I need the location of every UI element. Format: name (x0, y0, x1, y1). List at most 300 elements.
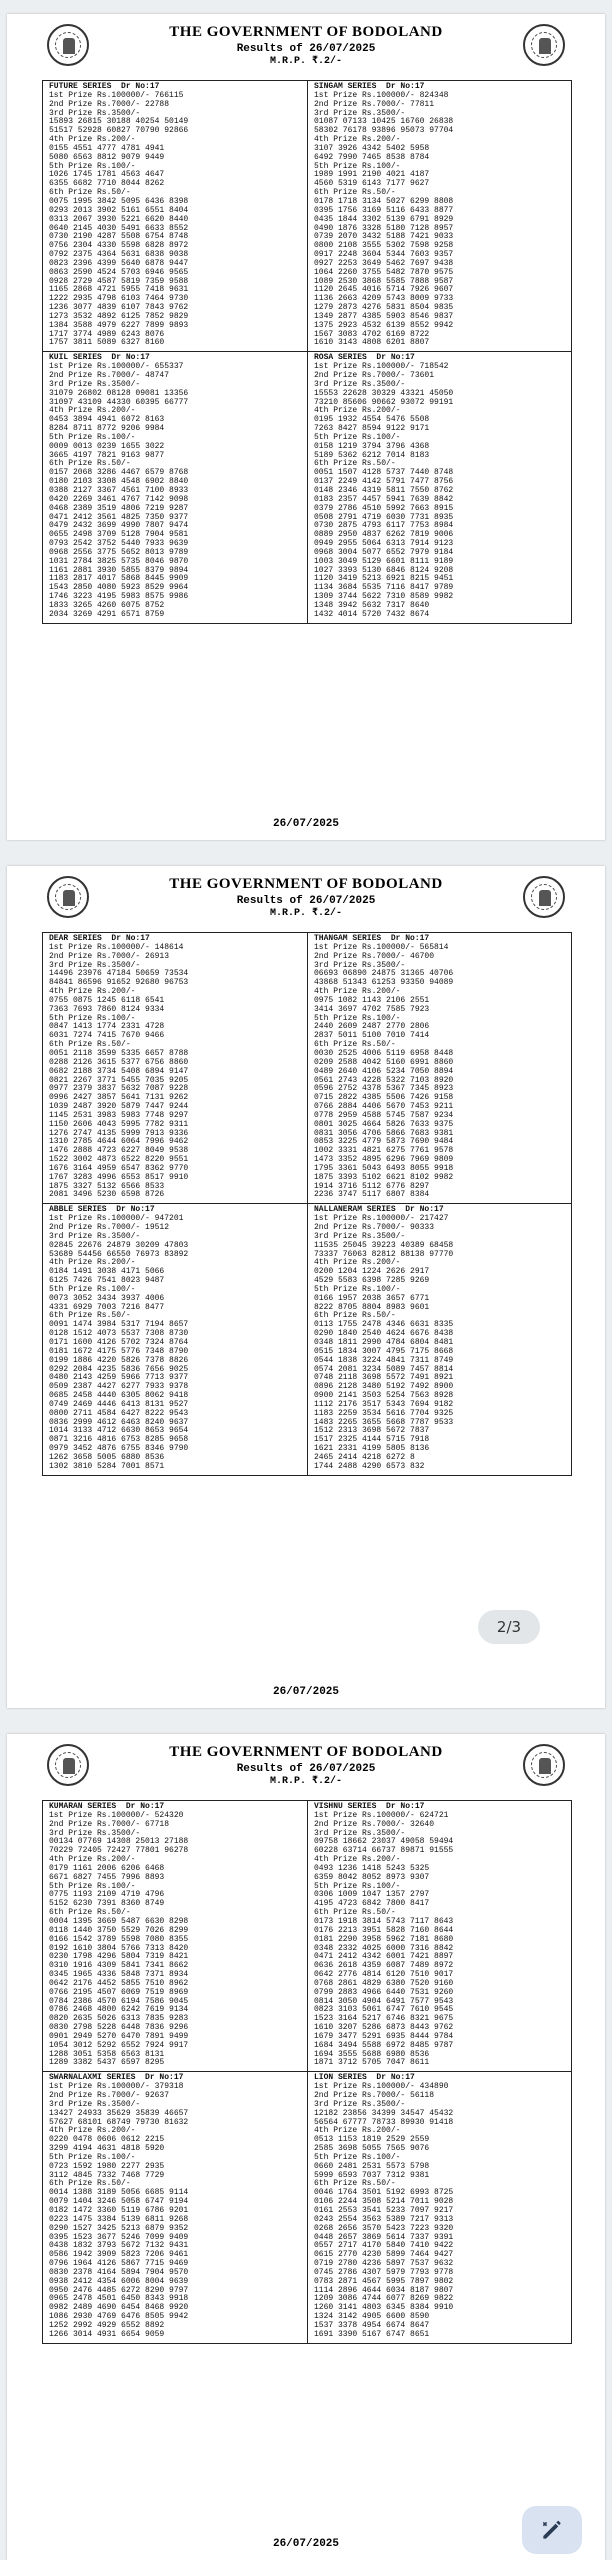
series-title: FUTURE SERIES Dr No:17 (49, 82, 160, 91)
prize-label: 6th Prize Rs.50/- (49, 188, 131, 198)
prize-label: 3rd Prize Rs.3500/- (49, 379, 141, 389)
prize-label: 3rd Prize Rs.3500/- (49, 2099, 141, 2109)
ticket-numbers: 1517 2325 4144 5715 7918 (314, 1435, 430, 1445)
ticket-numbers: 2236 3747 5117 6807 8384 (314, 1190, 430, 1200)
ticket-numbers: 6492 7990 7465 8538 8784 (314, 152, 430, 162)
ticket-numbers: 70229 72405 72427 77801 96278 (49, 1846, 189, 1856)
ticket-numbers: 0896 2128 3480 5192 7492 8900 (314, 1382, 454, 1392)
ticket-numbers: 1114 2896 4644 6034 8187 9807 (314, 2285, 454, 2295)
ticket-numbers: 1183 2259 3534 5616 7704 9325 (314, 1408, 454, 1418)
prize-label: 1st Prize Rs.100000/- 824348 (314, 90, 449, 100)
ticket-numbers: 1266 3014 4931 6654 9059 (49, 2329, 165, 2339)
ticket-numbers: 0775 1193 2109 4719 4796 (49, 1890, 165, 1900)
ticket-numbers: 0113 1755 2478 4346 6631 8335 (314, 1320, 454, 1330)
ticket-numbers: 0640 2145 4030 5491 6633 8552 (49, 223, 189, 233)
ticket-numbers: 2034 3269 4291 6571 8759 (49, 609, 165, 619)
ticket-numbers: 1150 2606 4043 5995 7782 9311 (49, 1119, 189, 1129)
prize-label: 5th Prize Rs.100/- (49, 161, 136, 171)
ticket-numbers: 1120 3419 5213 6921 8215 9451 (314, 574, 454, 584)
ticket-numbers: 0310 1916 4309 5841 7341 8662 (49, 1961, 189, 1971)
prize-label: 5th Prize Rs.100/- (314, 2152, 401, 2162)
ticket-numbers: 0901 2949 5270 6470 7891 9499 (49, 2031, 189, 2041)
ticket-numbers: 1324 3142 4905 6600 8590 (314, 2312, 430, 2322)
prize-label: 1st Prize Rs.100000/- 217427 (314, 1214, 449, 1224)
ticket-numbers: 0975 1082 1143 2106 2551 (314, 995, 430, 1005)
ticket-numbers: 1833 3265 4260 6075 8752 (49, 600, 165, 610)
ticket-numbers: 1610 3143 4808 6201 8807 (314, 338, 430, 348)
prize-label: 6th Prize Rs.50/- (49, 1040, 131, 1050)
edit-pen-icon (539, 2517, 565, 2543)
prize-label: 5th Prize Rs.100/- (314, 1013, 401, 1023)
ticket-numbers: 02845 22676 24879 30209 47803 (49, 1240, 189, 1250)
results-table (42, 932, 572, 1476)
page-indicator: 2/3 (478, 1610, 540, 1644)
prize-label: 4th Prize Rs.200/- (49, 135, 136, 145)
ticket-numbers: 0847 1413 1774 2331 4728 (49, 1022, 165, 1032)
ticket-numbers: 56564 67777 78733 89930 91418 (314, 2117, 454, 2127)
prize-label: 4th Prize Rs.200/- (49, 406, 136, 416)
ticket-numbers: 1145 2531 3983 5983 7748 9297 (49, 1110, 189, 1120)
ticket-numbers: 1621 2331 4199 5805 8136 (314, 1444, 430, 1454)
ticket-numbers: 1914 3716 5112 6776 8297 (314, 1181, 430, 1191)
ticket-numbers: 0395 1756 3169 5116 6433 8877 (314, 205, 454, 215)
prize-label: 6th Prize Rs.50/- (314, 1311, 396, 1321)
prize-label: 5th Prize Rs.100/- (49, 1013, 136, 1023)
ticket-numbers: 0968 2556 3775 5652 8013 9789 (49, 547, 189, 557)
ticket-numbers: 0730 2190 4287 5508 6754 8748 (49, 232, 189, 242)
ticket-numbers: 1543 2850 4080 5923 8529 9964 (49, 583, 189, 593)
ticket-numbers: 0792 2375 4364 5631 6838 9038 (49, 250, 189, 260)
ticket-numbers: 6031 7274 7415 7670 9466 (49, 1031, 165, 1041)
ticket-numbers: 0996 2427 3857 5641 7131 9262 (49, 1093, 189, 1103)
series-title: SINGAM SERIES Dr No:17 (314, 82, 425, 91)
ticket-numbers: 00134 07769 14308 25013 27188 (49, 1837, 189, 1847)
ticket-numbers: 0509 2387 4427 6277 7933 9378 (49, 1382, 189, 1392)
ticket-numbers: 0192 1610 3804 5766 7313 8420 (49, 1943, 189, 1953)
ticket-numbers: 3665 4197 7821 9163 9877 (49, 450, 165, 460)
ticket-numbers: 0199 1886 4220 5826 7378 8826 (49, 1355, 189, 1365)
ticket-numbers: 0927 2253 3649 5462 7697 9438 (314, 258, 454, 268)
page-header (7, 14, 605, 82)
emblem-left-icon (47, 24, 89, 66)
ticket-numbers: 0715 2822 4385 5506 7426 9158 (314, 1093, 454, 1103)
ticket-numbers: 0448 2657 3869 5614 7337 9391 (314, 2232, 454, 2242)
ticket-numbers: 0184 1491 3038 4171 5066 (49, 1267, 165, 1277)
prize-label: 3rd Prize Rs.3500/- (314, 1828, 406, 1838)
ticket-numbers: 2465 2414 4218 6272 8 (314, 1452, 415, 1462)
ticket-numbers: 6671 6827 7455 7996 8893 (49, 1872, 165, 1882)
ticket-numbers: 0965 2478 4501 6450 8343 9918 (49, 2294, 189, 2304)
ticket-numbers: 0730 2875 4793 6117 7753 8984 (314, 521, 454, 531)
results-table (42, 80, 572, 624)
ticket-numbers: 0586 1942 3909 5823 7206 9461 (49, 2250, 189, 2260)
ticket-numbers: 15893 26815 30188 40254 50149 (49, 117, 189, 127)
ticket-numbers: 60228 63714 66737 89871 91555 (314, 1846, 454, 1856)
prize-label: 4th Prize Rs.200/- (49, 1855, 136, 1865)
ticket-numbers: 1767 3283 4996 6553 8517 9910 (49, 1172, 189, 1182)
series-title: NALLANERAM SERIES Dr No:17 (314, 1205, 444, 1215)
ticket-numbers: 0435 1844 3302 5139 6791 8929 (314, 214, 454, 224)
gov-title: THE GOVERNMENT OF BODOLAND (169, 876, 443, 892)
ticket-numbers: 1744 2488 4290 6573 832 (314, 1461, 425, 1471)
ticket-numbers: 0155 4551 4777 4781 4941 (49, 143, 165, 153)
ticket-numbers: 0118 1440 3750 5529 7026 8299 (49, 1925, 189, 1935)
ticket-numbers: 0977 2379 3837 5632 7087 9228 (49, 1084, 189, 1094)
ticket-numbers: 0979 3452 4876 6755 8346 9790 (49, 1444, 189, 1454)
ticket-numbers: 0293 2013 3902 5161 6551 8404 (49, 205, 189, 215)
ticket-numbers: 0748 2118 3698 5572 7491 8921 (314, 1373, 454, 1383)
ticket-numbers: 1014 3133 4712 6630 8653 9654 (49, 1426, 189, 1436)
ticket-numbers: 0561 2743 4228 5322 7103 8920 (314, 1075, 454, 1085)
series-title: LION SERIES Dr No:17 (314, 2073, 415, 2083)
prize-label: 3rd Prize Rs.3500/- (314, 2099, 406, 2109)
ticket-numbers: 0950 2476 4485 6272 8290 9797 (49, 2285, 189, 2295)
ticket-numbers: 0395 1523 3677 5246 7099 9409 (49, 2232, 189, 2242)
series-title: SWARNALAXMI SERIES Dr No:17 (49, 2073, 184, 2083)
prize-label: 4th Prize Rs.200/- (314, 135, 401, 145)
ticket-numbers: 0290 1840 2540 4624 6676 8438 (314, 1329, 454, 1339)
ticket-numbers: 0173 1918 3814 5743 7117 8643 (314, 1916, 454, 1926)
ticket-numbers: 1302 3810 5284 7001 8571 (49, 1461, 165, 1471)
prize-label: 1st Prize Rs.100000/- 379318 (49, 2082, 184, 2092)
result-sheet-2 (7, 866, 605, 1708)
series-block (307, 352, 571, 622)
series-block (43, 933, 307, 1203)
ticket-numbers: 2837 5011 5100 7010 7414 (314, 1031, 430, 1041)
ticket-numbers: 1260 3141 4803 6345 8384 9910 (314, 2303, 454, 2313)
ticket-numbers: 1522 3002 4873 6522 8220 9551 (49, 1155, 189, 1165)
emblem-left-icon (47, 876, 89, 918)
ticket-numbers: 0468 2389 3519 4806 7219 9287 (49, 503, 189, 513)
series-title: KUMARAN SERIES Dr No:17 (49, 1802, 165, 1811)
prize-label: 1st Prize Rs.100000/- 655337 (49, 362, 184, 372)
ticket-numbers: 57627 68101 68749 79730 81632 (49, 2117, 189, 2127)
ticket-numbers: 0051 2118 3599 5335 6657 8788 (49, 1048, 189, 1058)
ticket-numbers: 1679 3477 5291 6935 8444 9784 (314, 2031, 454, 2041)
ticket-numbers: 0783 2871 4567 5995 7897 9802 (314, 2276, 454, 2286)
results-date: Results of 26/07/2025 (236, 43, 376, 55)
ticket-numbers: 1031 2784 3825 5735 8046 9870 (49, 556, 189, 566)
ticket-numbers: 73210 85606 90662 93072 99191 (314, 397, 454, 407)
ticket-numbers: 1112 2176 3517 5343 7694 9182 (314, 1399, 454, 1409)
ticket-numbers: 0438 1832 3793 5672 7132 9431 (49, 2241, 189, 2251)
ticket-numbers: 0209 2588 4042 5160 6991 8860 (314, 1057, 454, 1067)
series-block (43, 1801, 307, 2071)
ticket-numbers: 6355 6682 7710 8044 8262 (49, 179, 165, 189)
ticket-numbers: 0900 2141 3503 5254 7563 8928 (314, 1391, 454, 1401)
ticket-numbers: 0014 1388 3189 5056 6685 9114 (49, 2188, 189, 2198)
ticket-numbers: 15553 22628 30329 43321 45050 (314, 388, 454, 398)
series-block (307, 1204, 571, 1474)
ticket-numbers: 0157 2068 3286 4467 6579 8768 (49, 468, 189, 478)
ticket-numbers: 1026 1745 1781 4563 4647 (49, 170, 165, 180)
ticket-numbers: 3299 4194 4631 4818 5920 (49, 2144, 165, 2154)
ticket-numbers: 0348 1811 2990 4784 6804 8481 (314, 1337, 454, 1347)
ticket-numbers: 13427 24933 35629 35839 46657 (49, 2108, 189, 2118)
ticket-numbers: 0968 3004 5077 6552 7979 9184 (314, 547, 454, 557)
ticket-numbers: 4560 5319 6143 7177 9627 (314, 179, 430, 189)
prize-label: 1st Prize Rs.100000/- 434890 (314, 2082, 449, 2092)
ticket-numbers: 1027 3393 5130 6846 8124 9208 (314, 565, 454, 575)
prize-label: 4th Prize Rs.200/- (314, 406, 401, 416)
ticket-numbers: 1209 3086 4744 6077 8269 9822 (314, 2294, 454, 2304)
prize-label: 6th Prize Rs.50/- (49, 1311, 131, 1321)
ticket-numbers: 0799 2883 4966 6440 7531 9260 (314, 1987, 454, 1997)
ticket-numbers: 0176 2213 3951 5828 7160 8644 (314, 1925, 454, 1935)
ticket-numbers: 1252 2992 4929 6552 8892 (49, 2320, 165, 2330)
ticket-numbers: 1795 3361 5043 6493 8055 9918 (314, 1163, 454, 1173)
ticket-numbers: 0091 1474 3984 5317 7194 8657 (49, 1320, 189, 1330)
ticket-numbers: 1746 3223 4195 5983 8575 9986 (49, 592, 189, 602)
ticket-numbers: 0178 1718 3134 5027 6299 8808 (314, 196, 454, 206)
ticket-numbers: 1432 4014 5720 7432 8674 (314, 609, 430, 619)
results-date: Results of 26/07/2025 (236, 1763, 376, 1775)
prize-label: 4th Prize Rs.200/- (49, 1258, 136, 1268)
series-title: THANGAM SERIES Dr No:17 (314, 934, 430, 943)
ticket-numbers: 0166 1957 2038 3657 6771 (314, 1293, 430, 1303)
ticket-numbers: 1523 3164 5217 6746 8321 9675 (314, 2014, 454, 2024)
ticket-numbers: 1236 3077 4839 6107 7843 9762 (49, 303, 189, 313)
prize-label: 3rd Prize Rs.3500/- (49, 108, 141, 118)
ticket-numbers: 0739 2070 3432 5188 7421 9033 (314, 232, 454, 242)
ticket-numbers: 1165 2868 4721 5955 7418 9631 (49, 285, 189, 295)
ticket-numbers: 0161 2553 3541 5233 7097 9217 (314, 2205, 454, 2215)
ticket-numbers: 0938 2412 4354 6006 8004 9639 (49, 2276, 189, 2286)
ticket-numbers: 1054 3012 5292 6552 7924 9917 (49, 2040, 189, 2050)
ticket-numbers: 5189 5362 6212 7014 8183 (314, 450, 430, 460)
series-block (43, 2072, 307, 2342)
ticket-numbers: 5152 6230 7391 8360 8749 (49, 1899, 165, 1909)
ticket-numbers: 1136 2663 4209 5743 8009 9733 (314, 294, 454, 304)
ticket-numbers: 8284 8711 8772 9206 9984 (49, 424, 165, 434)
prize-label: 6th Prize Rs.50/- (49, 2179, 131, 2189)
ticket-numbers: 0745 2786 4307 5979 7793 9778 (314, 2267, 454, 2277)
prize-label: 3rd Prize Rs.3500/- (314, 108, 406, 118)
prize-label: 1st Prize Rs.100000/- 718542 (314, 362, 449, 372)
prize-label: 4th Prize Rs.200/- (314, 1258, 401, 1268)
ticket-numbers: 0766 2884 4406 5670 7453 9211 (314, 1102, 454, 1112)
prize-label: 5th Prize Rs.100/- (314, 1881, 401, 1891)
results-date: Results of 26/07/2025 (236, 895, 376, 907)
ticket-numbers: 3112 4845 7332 7468 7729 (49, 2170, 165, 2180)
ticket-numbers: 0480 2143 4259 5966 7713 9377 (49, 1373, 189, 1383)
prize-label: 4th Prize Rs.200/- (49, 987, 136, 997)
prize-label: 2nd Prize Rs.7000/- 67718 (49, 1819, 170, 1829)
ticket-numbers: 0243 2554 3563 5389 7217 9313 (314, 2214, 454, 2224)
ticket-numbers: 01087 07133 10425 16760 26838 (314, 117, 454, 127)
emblem-right-icon (523, 1744, 565, 1786)
ticket-numbers: 0830 2798 5228 6448 7836 9296 (49, 2023, 189, 2033)
ticket-numbers: 0306 1009 1047 1357 2797 (314, 1890, 430, 1900)
footer-date: 26/07/2025 (272, 1686, 339, 1698)
ticket-numbers: 14496 23976 47184 50659 73534 (49, 969, 189, 979)
ticket-numbers: 1279 2873 4276 5831 8504 9835 (314, 303, 454, 313)
prize-label: 2nd Prize Rs.7000/- 46700 (314, 951, 435, 961)
ticket-numbers: 6359 8042 8052 8973 9307 (314, 1872, 430, 1882)
results-row (43, 1801, 571, 2071)
ticket-numbers: 0181 2290 3958 5962 7181 8680 (314, 1934, 454, 1944)
ticket-numbers: 1003 3049 5129 6601 8111 9189 (314, 556, 454, 566)
edit-fab-button[interactable] (522, 2506, 582, 2554)
ticket-numbers: 0200 1204 1224 2626 2917 (314, 1267, 430, 1277)
ticket-numbers: 1310 2785 4644 6064 7996 9462 (49, 1137, 189, 1147)
ticket-numbers: 1262 3658 5005 6880 8536 (49, 1452, 165, 1462)
ticket-numbers: 0004 1395 3669 5487 6630 8298 (49, 1916, 189, 1926)
ticket-numbers: 0871 3216 4816 6753 8285 9658 (49, 1435, 189, 1445)
ticket-numbers: 0830 2378 4164 5894 7904 9570 (49, 2267, 189, 2277)
ticket-numbers: 0348 2332 4025 6000 7316 8842 (314, 1943, 454, 1953)
prize-label: 2nd Prize Rs.7000/- 22788 (49, 99, 170, 109)
ticket-numbers: 0814 3050 4904 6491 7577 9543 (314, 1996, 454, 2006)
ticket-numbers: 0889 2950 4837 6262 7819 9006 (314, 530, 454, 540)
ticket-numbers: 0268 2656 3570 5423 7223 9320 (314, 2223, 454, 2233)
ticket-numbers: 0786 2468 4800 6242 7619 9134 (49, 2005, 189, 2015)
ticket-numbers: 0148 2346 4319 5811 7550 8762 (314, 485, 454, 495)
ticket-numbers: 0820 2635 5026 6313 7835 9283 (49, 2014, 189, 2024)
series-block (307, 81, 571, 351)
prize-label: 1st Prize Rs.100000/- 624721 (314, 1810, 449, 1820)
ticket-numbers: 0079 1404 3246 5058 6747 9194 (49, 2197, 189, 2207)
ticket-numbers: 84841 86596 91652 92680 96753 (49, 978, 189, 988)
ticket-numbers: 0615 2770 4230 5899 7464 9427 (314, 2250, 454, 2260)
ticket-numbers: 1161 2881 3930 5855 8379 9894 (49, 565, 189, 575)
ticket-numbers: 0655 2498 3709 5128 7904 9581 (49, 530, 189, 540)
prize-label: 1st Prize Rs.100000/- 947201 (49, 1214, 184, 1224)
mrp-label: M.R.P. ₹.2/- (269, 1776, 343, 1787)
prize-label: 6th Prize Rs.50/- (314, 188, 396, 198)
prize-label: 1st Prize Rs.100000/- 524320 (49, 1810, 184, 1820)
gov-title: THE GOVERNMENT OF BODOLAND (169, 1744, 443, 1760)
ticket-numbers: 4195 4723 6842 7800 8417 (314, 1899, 430, 1909)
ticket-numbers: 1989 1991 2190 4021 4187 (314, 170, 430, 180)
ticket-numbers: 0642 2176 4452 5855 7510 8962 (49, 1978, 189, 1988)
emblem-right-icon (523, 876, 565, 918)
ticket-numbers: 1476 2888 4723 6227 8049 9538 (49, 1146, 189, 1156)
ticket-numbers: 0766 2195 4507 6069 7519 8969 (49, 1987, 189, 1997)
prize-label: 2nd Prize Rs.7000/- 26913 (49, 951, 170, 961)
ticket-numbers: 1567 3083 4702 6169 8722 (314, 329, 430, 339)
ticket-numbers: 51517 52928 60827 70790 92866 (49, 126, 189, 136)
prize-label: 6th Prize Rs.50/- (314, 459, 396, 469)
ticket-numbers: 0166 1542 3789 5598 7080 8355 (49, 1934, 189, 1944)
ticket-numbers: 0793 2542 3752 5440 7933 9639 (49, 539, 189, 549)
prize-label: 1st Prize Rs.100000/- 148614 (49, 942, 184, 952)
ticket-numbers: 12182 23856 34399 34547 45432 (314, 2108, 454, 2118)
ticket-numbers: 0544 1838 3224 4841 7311 8749 (314, 1355, 454, 1365)
ticket-numbers: 06693 06890 24875 31365 40706 (314, 969, 454, 979)
ticket-numbers: 0292 2084 4235 5836 7656 9025 (49, 1364, 189, 1374)
ticket-numbers: 0489 2640 4106 5234 7050 8894 (314, 1066, 454, 1076)
ticket-numbers: 09758 18662 23037 49058 59494 (314, 1837, 454, 1847)
ticket-numbers: 0682 2188 3734 5408 6894 9147 (49, 1066, 189, 1076)
ticket-numbers: 0075 1995 3842 5095 6436 8398 (49, 196, 189, 206)
series-block (307, 933, 571, 1203)
prize-label: 5th Prize Rs.100/- (49, 1284, 136, 1294)
ticket-numbers: 0106 2244 3508 5214 7011 9028 (314, 2197, 454, 2207)
ticket-numbers: 1684 3494 5588 6972 8485 9787 (314, 2040, 454, 2050)
ticket-numbers: 1717 3774 4989 6243 8076 (49, 329, 165, 339)
ticket-numbers: 1064 2260 3755 5482 7870 9575 (314, 267, 454, 277)
prize-label: 5th Prize Rs.100/- (49, 1881, 136, 1891)
prize-label: 2nd Prize Rs.7000/- 48747 (49, 371, 170, 380)
ticket-numbers: 0195 1932 4554 5476 5508 (314, 415, 430, 425)
ticket-numbers: 1875 3327 5132 6566 8533 (49, 1181, 165, 1191)
ticket-numbers: 1039 2487 3920 5879 7447 9244 (49, 1102, 189, 1112)
ticket-numbers: 0182 1472 3360 5119 6786 9201 (49, 2205, 189, 2215)
ticket-numbers: 0046 1764 3501 5192 6993 8725 (314, 2188, 454, 2198)
ticket-numbers: 0288 2126 3615 5377 6756 8860 (49, 1057, 189, 1067)
ticket-numbers: 0596 2752 4378 5367 7345 8923 (314, 1084, 454, 1094)
ticket-numbers: 0223 1475 3384 5139 6811 9268 (49, 2214, 189, 2224)
ticket-numbers: 0181 1672 4175 5776 7348 8790 (49, 1346, 189, 1356)
results-row (43, 81, 571, 351)
prize-label: 2nd Prize Rs.7000/- 92637 (49, 2091, 170, 2100)
ticket-numbers: 0574 2081 3234 5089 7457 8814 (314, 1364, 454, 1374)
ticket-numbers: 43868 51343 61253 93350 94089 (314, 978, 454, 988)
footer-date: 26/07/2025 (272, 818, 339, 830)
series-block (43, 1204, 307, 1474)
ticket-numbers: 0073 3052 3434 3937 4006 (49, 1293, 165, 1303)
ticket-numbers: 0831 3056 4706 5866 7683 9381 (314, 1128, 454, 1138)
ticket-numbers: 0853 3225 4779 5873 7690 9484 (314, 1137, 454, 1147)
ticket-numbers: 4331 6929 7003 7216 8477 (49, 1302, 165, 1312)
ticket-numbers: 1691 3390 5167 6747 8651 (314, 2329, 430, 2339)
ticket-numbers: 0508 2791 4719 6030 7731 8935 (314, 512, 454, 522)
ticket-numbers: 0158 1219 3794 3796 4368 (314, 441, 430, 451)
prize-label: 4th Prize Rs.200/- (314, 2126, 401, 2136)
ticket-numbers: 0290 1527 3425 5213 6879 9352 (49, 2223, 189, 2233)
ticket-numbers: 1089 2530 3868 5585 7888 9587 (314, 276, 454, 286)
prize-label: 5th Prize Rs.100/- (49, 432, 136, 442)
ticket-numbers: 6125 7426 7541 8023 9487 (49, 1276, 165, 1286)
ticket-numbers: 0051 1507 4128 5737 7440 8748 (314, 468, 454, 478)
series-title: DEAR SERIES Dr No:17 (49, 934, 150, 943)
ticket-numbers: 0823 3103 5061 6747 7610 9545 (314, 2005, 454, 2015)
ticket-numbers: 5080 6563 8812 9079 9449 (49, 152, 165, 162)
prize-label: 2nd Prize Rs.7000/- 77811 (314, 99, 435, 109)
ticket-numbers: 0220 0478 0606 0612 2215 (49, 2135, 165, 2145)
ticket-numbers: 1473 3352 4895 6296 7969 9809 (314, 1155, 454, 1165)
ticket-numbers: 0685 2458 4440 6305 8062 9418 (49, 1391, 189, 1401)
ticket-numbers: 0719 2780 4236 5897 7537 9632 (314, 2259, 454, 2269)
ticket-numbers: 0801 3025 4664 5826 7633 9375 (314, 1119, 454, 1129)
series-block (307, 2072, 571, 2342)
prize-label: 6th Prize Rs.50/- (49, 459, 131, 469)
ticket-numbers: 4529 5583 6398 7285 9269 (314, 1276, 430, 1286)
ticket-numbers: 11535 25045 39223 40389 68458 (314, 1240, 454, 1250)
results-row (43, 2071, 571, 2342)
ticket-numbers: 1273 3532 4892 6125 7852 9829 (49, 311, 189, 321)
series-block (43, 81, 307, 351)
prize-label: 3rd Prize Rs.3500/- (49, 1231, 141, 1241)
ticket-numbers: 0928 2729 4587 5819 7359 9588 (49, 276, 189, 286)
ticket-numbers: 0128 1512 4073 5537 7308 8730 (49, 1329, 189, 1339)
page-header (7, 866, 605, 934)
ticket-numbers: 1086 2930 4769 6476 8505 9942 (49, 2312, 189, 2322)
ticket-numbers: 0917 2248 3604 5344 7603 9357 (314, 250, 454, 260)
ticket-numbers: 0768 2861 4829 6380 7520 9160 (314, 1978, 454, 1988)
ticket-numbers: 0345 1965 4336 5848 7371 8934 (49, 1970, 189, 1980)
page-header (7, 1734, 605, 1802)
prize-label: 2nd Prize Rs.7000/- 73601 (314, 371, 435, 380)
ticket-numbers: 0171 1600 4126 5702 7324 8764 (49, 1337, 189, 1347)
ticket-numbers: 1276 2747 4135 5999 7913 9336 (49, 1128, 189, 1138)
ticket-numbers: 0660 2481 2531 5573 5798 (314, 2161, 430, 2171)
prize-label: 2nd Prize Rs.7000/- 19512 (49, 1223, 170, 1232)
ticket-numbers: 0778 2959 4588 5745 7587 9234 (314, 1110, 454, 1120)
ticket-numbers: 0515 1834 3007 4795 7175 8668 (314, 1346, 454, 1356)
ticket-numbers: 1757 3811 5089 6327 8160 (49, 338, 165, 348)
